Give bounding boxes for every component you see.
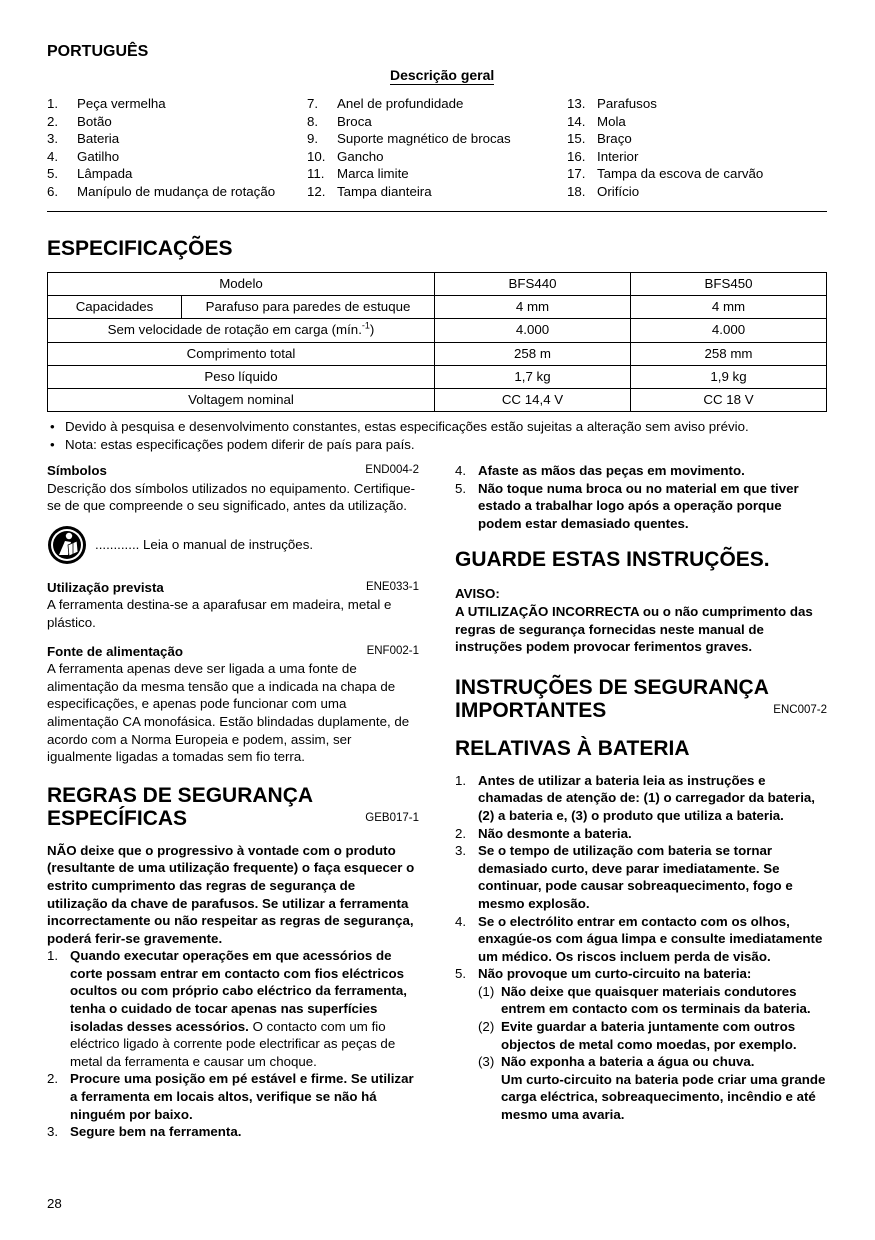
specific-rules-list [47,947,419,1141]
item-number: (2) [478,1019,495,1035]
symbols-text: Descrição dos símbolos utilizados no equipamento. Certifique-se de que compreende o seu significado, antes da utilização. [47,480,416,514]
table-cell: 4.000 [631,319,827,342]
item-text: Evite guardar a bateria juntamente com outros objectos de metal como moedas, por exemplo. [501,1019,797,1052]
item-number: 11. [307,166,325,182]
item-text: Tampa dianteira [337,183,432,199]
item-number: 2. [47,113,59,129]
warning-text: A UTILIZAÇÃO INCORRECTA ou o não cumprimento das regras de segurança fornecidas neste manual de instruções podem provocar ferimentos graves. [455,603,813,655]
item-number: 9. [307,131,319,147]
list-item [47,130,275,148]
item-text: Afaste as mãos das peças em movimento. [478,463,745,478]
specific-rules-title-line1: REGRAS DE SEGURANÇA [47,783,314,807]
description-column-1 [47,95,275,201]
item-text: Gatilho [77,148,120,164]
item-number: 8. [307,113,319,129]
section-code: ENF002-1 [366,644,419,657]
list-item [455,772,827,825]
item-text: Antes de utilizar a bateria leia as instruções e chamadas de atenção de: (1) o carregador da bateria, (2) a bateria e, (3) o produto que utiliza a bateria. [478,772,815,823]
table-cell: Comprimento total [48,342,435,365]
table-row [48,319,827,342]
item-text: Marca limite [337,166,409,182]
item-text: Anel de profundidade [337,96,464,111]
symbols-heading: Símbolos [47,463,107,478]
specifications-table [47,272,827,412]
list-item [307,113,511,131]
list-item [47,1123,419,1141]
item-number: 15. [567,131,586,147]
list-item [567,165,763,183]
item-number: 2. [47,1071,59,1087]
item-text: Orifício [597,183,640,199]
specific-rules-title-line2: ESPECÍFICAS [47,806,188,830]
table-cell: CC 18 V [631,388,827,411]
list-item [455,462,827,480]
item-number: 14. [567,113,586,129]
read-manual-text: ............ Leia o manual de instruções. [95,536,314,552]
item-text: Não deixe que quaisquer materiais condutores entrem em contacto com os terminais da bateria. [501,983,811,1017]
item-number: 1. [47,96,59,111]
left-column [47,462,419,1141]
item-number: 5. [455,480,467,496]
intended-use-heading-row [47,579,419,597]
warning-label: AVISO: [455,586,500,602]
list-item [47,113,275,131]
list-item [567,113,763,131]
item-number: 4. [47,148,59,164]
list-item [47,183,275,201]
list-item [47,95,275,113]
specific-rules-list-continued [455,462,827,532]
list-item [567,148,763,166]
specific-rules-title-block [47,784,419,830]
item-number: 2. [455,825,467,841]
item-text: Botão [77,113,112,129]
table-cell: Peso líquido [48,365,435,388]
section-code: ENC007-2 [773,704,827,717]
section-code: ENE033-1 [365,580,419,593]
table-row [48,342,827,365]
specific-rules-intro: NÃO deixe que o progressivo à vontade com o produto (resultante de uma utilização frequente) o faça esquecer o estrito cumprimento das regras de segurança de utilização da chave de parafusos. Se utilizar a ferramenta incorrectamente ou não respeitar as regras de segurança, poderá ferir-se gravemente. [47,842,415,946]
list-item [478,1018,827,1053]
intended-use-text: A ferramenta destina-se a aparafusar em madeira, metal e plástico. [47,597,392,630]
item-text: Gancho [337,148,384,164]
item-text: Broca [337,113,372,129]
list-item [455,842,827,912]
table-row [48,365,827,388]
list-item [478,983,827,1018]
item-text: Interior [597,148,639,164]
list-item [47,148,275,166]
description-column-2 [307,95,511,201]
read-manual-icon [47,525,87,565]
item-number: 12. [307,183,326,199]
item-number: 18. [567,183,586,199]
power-heading: Fonte de alimentação [47,643,183,659]
table-cell: Voltagem nominal [48,388,435,411]
table-cell: 4.000 [435,319,631,342]
item-text: Manípulo de mudança de rotação [77,183,276,199]
list-item [478,1053,827,1123]
item-number: 1. [47,948,59,964]
general-description-title: Descrição geral [390,67,495,83]
item-text: Não toque numa broca ou no material em que tiver estado a trabalhar logo após a operação porque podem estar demasiado quentes. [478,480,799,531]
list-item [455,965,827,1123]
item-text: Suporte magnético de brocas [337,131,511,147]
item-text: Parafusos [597,96,657,111]
table-cell: BFS440 [435,273,631,296]
list-item [567,130,763,148]
specifications-title: ESPECIFICAÇÕES [47,237,233,260]
item-number: 16. [567,148,586,164]
item-number: 3. [455,843,467,859]
table-cell: BFS450 [631,273,827,296]
intended-use-heading: Utilização prevista [47,579,164,595]
list-item [47,947,419,1070]
section-code: GEB017-1 [365,812,419,825]
table-cell: 258 m [435,342,631,365]
item-text: Tampa da escova de carvão [597,166,764,182]
item-number: 13. [567,96,586,111]
section-language-heading: PORTUGUÊS [47,43,149,60]
list-item [307,148,511,166]
item-text: Procure uma posição em pé estável e firme. Se utilizar a ferramenta em locais altos, verifique se não há ninguém por baixo. [70,1071,414,1122]
item-text: Se o tempo de utilização com bateria se tornar demasiado curto, deve parar imediatamente. Se continuar, pode causar sobreaquecimento, fogo e mesmo explosão. [478,843,793,911]
battery-title-line2: IMPORTANTES [455,698,607,722]
item-text: Não exponha a bateria a água ou chuva. [501,1054,755,1070]
battery-title-block [455,676,827,722]
power-text: A ferramenta apenas deve ser ligada a uma fonte de alimentação da mesma tensão que a indicada na chapa de especificações, e apenas pode funcionar com uma alimentação CA monofásica. Estão blindadas duplamente, de acordo com a Norma Europeia e podem, assim, ser igualmente ligadas a tomadas sem fio terra. [47,661,410,765]
item-number: (1) [478,983,495,999]
symbols-heading-row [47,462,419,480]
item-text: Lâmpada [77,166,133,182]
list-item [307,95,511,113]
table-cell: 1,7 kg [435,365,631,388]
manual-symbol-row [47,525,419,565]
item-text: O contacto com um fio eléctrico ligado à corrente pode electrificar as peças de metal da ferramenta e causar um choque. [70,1018,396,1069]
table-cell: Parafuso para paredes de estuque [182,296,435,319]
page-number: 28 [47,1196,62,1211]
item-bold-text: Quando executar operações em que acessórios de corte possam entrar em contacto com fios eléctricos ocultos ou com próprio cabo eléctrico da ferramenta, tenha o cuidado de tocar apenas nas superfícies isoladas desses acessórios. [70,948,407,1034]
list-item [455,913,827,966]
speed-label: Sem velocidade de rotação em carga (mín. [107,322,362,338]
item-text: Braço [597,131,632,147]
list-item [455,825,827,843]
battery-title-line1: INSTRUÇÕES DE SEGURANÇA [455,675,769,699]
item-number: 5. [47,166,59,182]
table-row [48,273,827,296]
list-item [47,1070,419,1123]
speed-superscript: -1 [361,321,370,332]
table-cell: 4 mm [435,296,631,319]
table-cell: 1,9 kg [631,365,827,388]
right-column [455,462,827,1124]
item-text: Segure bem na ferramenta. [70,1124,242,1140]
item-text: Bateria [77,131,120,147]
list-item [47,165,275,183]
list-item [307,183,511,201]
list-item: • Devido à pesquisa e desenvolvimento constantes, estas especificações estão sujeitas a alteração sem aviso prévio. [47,418,837,436]
list-item [567,183,763,201]
list-item [567,95,763,113]
save-instructions-title: GUARDE ESTAS INSTRUÇÕES. [455,548,770,572]
item-number: 1. [455,772,467,788]
table-cell: Capacidades [48,296,182,319]
item-number: 7. [307,96,319,111]
item-number: 3. [47,1124,59,1140]
item-text: Se o electrólito entrar em contacto com os olhos, enxagúe-os com água limpa e consulte imediatamente um médico. Os riscos incluem perda de visão. [478,913,823,964]
power-heading-row [47,643,419,661]
table-row [48,388,827,411]
spec-notes [47,418,837,453]
table-cell [48,319,435,342]
item-text: Peça vermelha [77,96,166,111]
table-cell: 258 mm [631,342,827,365]
section-code: END004-2 [365,464,419,476]
item-number: 17. [567,166,586,182]
item-number: 6. [47,183,59,199]
item-number: 5. [455,966,467,982]
battery-sub-list [478,983,827,1124]
battery-list [455,772,827,1124]
list-item: • Nota: estas especificações podem diferir de país para país. [47,436,837,454]
item-number: 4. [455,913,467,929]
table-cell: CC 14,4 V [435,388,631,411]
table-row [48,296,827,319]
item-text: Mola [597,113,626,129]
divider [47,211,827,212]
list-item [455,480,827,533]
description-column-3 [567,95,763,201]
item-number: 4. [455,463,467,478]
item-number: 3. [47,131,59,147]
speed-label-close: ) [369,322,375,338]
item-text: Não desmonte a bateria. [478,825,632,841]
item-number: (3) [478,1054,495,1070]
list-item [307,130,511,148]
item-text: Não provoque um curto-circuito na bateria: [478,966,752,982]
item-text-extra: Um curto-circuito na bateria pode criar uma grande carga eléctrica, sobreaquecimento, incêndio e até mesmo uma avaria. [501,1071,826,1123]
list-item [307,165,511,183]
item-number: 10. [307,148,326,164]
table-cell: 4 mm [631,296,827,319]
battery-subtitle: RELATIVAS À BATERIA [455,736,690,760]
table-cell: Modelo [48,273,435,296]
